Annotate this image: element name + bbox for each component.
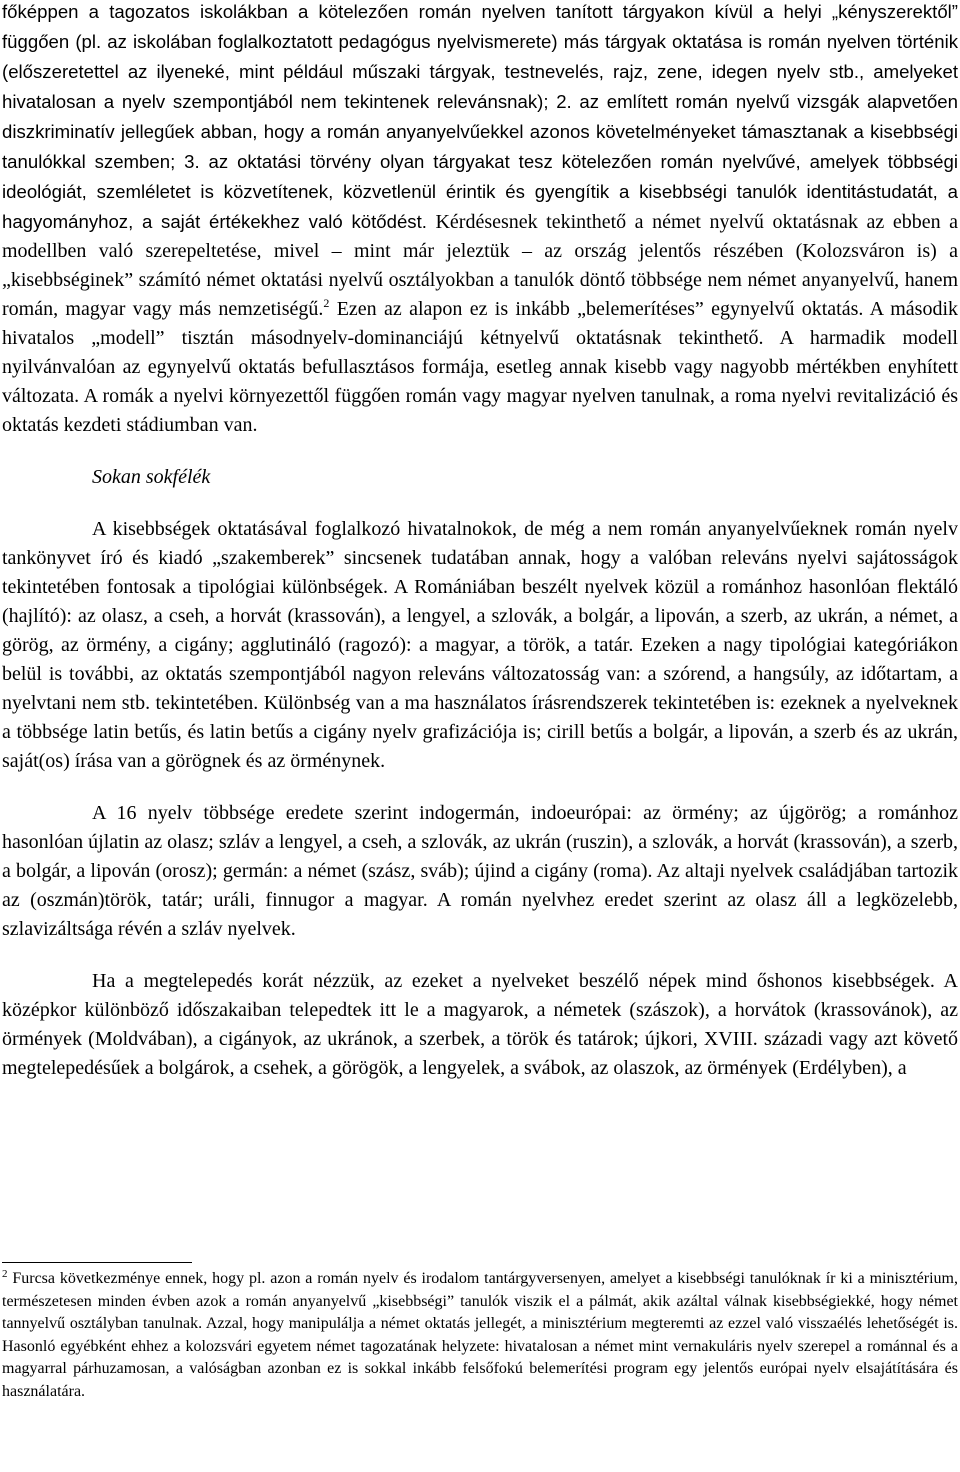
footnote — [2, 1268, 958, 1403]
section-heading: Sokan sokfélék — [92, 466, 211, 488]
paragraph-gap — [2, 944, 958, 967]
footnote-separator — [2, 1262, 192, 1263]
paragraph-2: A kisebbségek oktatásával foglalkozó hivatalnokok, de még a nem román anyanyelvűeknek román nyelv tankönyvet író és kiadó „szakemberek” sincsenek tudatában annak, hogy a valóban releváns nyelvi sajátosságok tekintetében fontosak a tipológiai különbségek. A Romániában beszélt nyelvek közül a románhoz hasonlóan flektáló (hajlító): az olasz, a cseh, a horvát (krassován), a lengyel, a szlovák, a bolgár, a lipován, a szerb, az ukrán, a német, a görög, az örmény, a cigány; agglutináló (ragozó): a magyar, a török, a tatár. Ezeken a nagy tipológiai kategóriákon belül is további, az oktatás szempontjából nagyon releváns változatosság van: a szórend, a hangsúly, az időtartam, a nyelvtani nem stb. tekintetében. Különbség van a ma használatos írásrendszerek tekintetében is: ezeknek a nyelveknek a többsége latin betűs, és latin betűs a cigány nyelv grafizációja is; cirill betűs a bolgár, a lipován, a szerb és az ukrán, saját(os) írása van a görögnek és az örménynek. — [2, 518, 958, 772]
document-page — [2, 0, 958, 1083]
footnote-reference[interactable]: 2 — [323, 296, 330, 310]
paragraph-1-run-1: főképpen a tagozatos iskolákban a kötelezően román nyelven tanított tárgyakon kívül a helyi „kényszerektől” függően (pl. az iskolában foglalkoztatott pedagógus nyelvismerete) más tárgyak oktatása is román nyelven történik (előszeretettel az ilyeneké, mint például műszaki tárgyak, testnevelés, rajz, zene, idegen nyelv stb., amelyeket hivatalosan a nyelv szempontjából nem tekintenek relevánsnak); 2. az említett román nyelvű vizsgák alapvetően diszkriminatív jellegűek abban, hogy a román anyanyelvűekkel azonos követelményeket támasztanak a kisebbségi tanulókkal szemben; 3. az oktatási törvény olyan tárgyakat tesz kötelezően román nyelvűvé, amelyek többségi ideológiát, szemléletet is közvetítenek, közvetlenül érintik és gyengítik a kisebbségi tanulók identitástudatát, a hagyományhoz, a saját értékekhez való kötődést. — [2, 1, 958, 232]
paragraph-3: A 16 nyelv többsége eredete szerint indogermán, indoeurópai: az örmény; az újgörög; a románhoz hasonlóan újlatin az olasz; szláv a lengyel, a cseh, a szlovák, az ukrán (ruszin), a szlovák, a horvát (krassován), a szerb, a bolgár, a lipován (orosz); germán: a német (szász, sváb); újind a cigány (roma). Az altaji nyelvek családjában tartozik az (oszmán)török, tatár; uráli, finnugor a magyar. A román nyelvhez eredet szerint az olasz áll a legközelebb, szlavizáltsága révén a szláv nyelvek. — [2, 802, 958, 940]
paragraph-1 — [2, 0, 958, 440]
paragraph-gap — [2, 776, 958, 799]
footnote-number: 2 — [2, 1268, 8, 1280]
paragraph-1-run-3: Ezen az alapon ez is inkább „belemerítéses” egynyelvű oktatás. A második hivatalos „modell” tisztán másodnyelv-dominanciájú kétnyelvű oktatásnak tekinthető. A harmadik modell nyilvánvalóan az egynyelvű oktatás befullasztásos formája, esetleg annak kisebb vagy nagyobb mértékben enyhített változata. A romák a nyelvi környezettől függően román vagy magyar nyelven tanulnak, a roma nyelvi revitalizáció és oktatás kezdeti stádiumban van. — [2, 298, 958, 436]
paragraph-4: Ha a megtelepedés korát nézzük, az ezeket a nyelveket beszélő népek mind őshonos kisebbségek. A középkor különböző időszakaiban telepedtek itt le a magyarok, a németek (szászok), a horvátok (krassovánok), az örmények (Moldvában), a cigányok, az ukránok, a szerbek, a török és tatárok; újkori, XVIII. századi vagy azt követő megtelepedésűek a bolgárok, a csehek, a görögök, a lengyelek, a svábok, az olaszok, az örmények (Erdélyben), a — [2, 970, 958, 1079]
paragraph-1-run-2: Kérdésesnek tekinthető a német nyelvű oktatásnak az ebben a modellben való szerepeltetése, mivel – mint már jeleztük – az ország jelentős részében (Kolozsváron is) a „kisebbséginek” számító német oktatási nyelvű osztályokban a tanulók döntő többsége nem német anyanyelvű, hanem román, magyar vagy más nemzetiségű. — [2, 211, 958, 320]
footnote-text: Furcsa következménye ennek, hogy pl. azon a román nyelv és irodalom tantárgyversenyen, amelyet a kisebbségi tanulóknak ír ki a minisztérium, természetesen minden évben azok a román anyanyelvű „kisebbségi” tanulók viszik el a pálmát, akik azáltal válnak kisebbségiekké, hogy német tannyelvű osztályban tanulnak. Azzal, hogy manipulálja a német oktatás jellegét, a minisztérium megteremti az ezzel való visszaélés lehetőségét is. Hasonló egyébként ehhez a kolozsvári egyetem német tagozatának helyzete: hivatalosan a német mint vernakuláris nyelv szerepel a románnal és a magyarral párhuzamosan, a valóságban azonban ez is sokkal inkább felsőfokú belemerítési program egy jelentős európai nyelv elsajátítására és használatára. — [2, 1270, 958, 1400]
